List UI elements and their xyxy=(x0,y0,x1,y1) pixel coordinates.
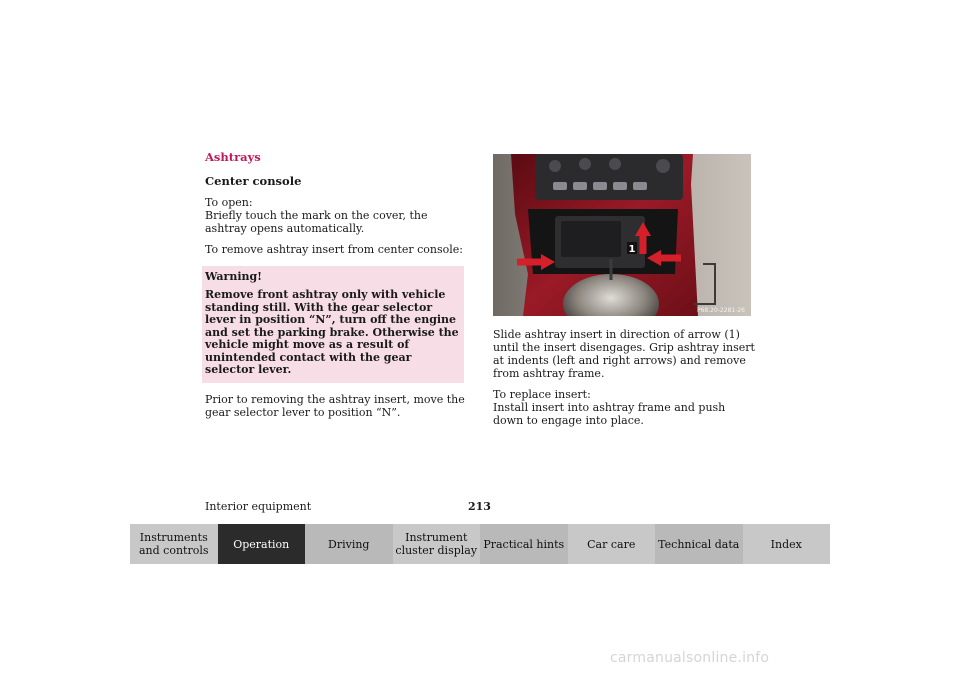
slide-text: Slide ashtray insert in direction of arrow (1) until the insert disengages. Grip ashtray insert at indents (left and right arrows) and remove from ashtray frame. xyxy=(493,328,755,380)
open-label: To open: xyxy=(205,196,253,209)
open-instructions xyxy=(205,196,470,235)
replace-label: To replace insert: xyxy=(493,388,591,401)
warning-text: Remove front ashtray only with vehicle standing still. With the gear selector lever in position “N”, turn off the engine and set the parking brake. Otherwise the vehicle might move as a result of unintended contact with the gear selector lever. xyxy=(205,288,459,376)
tab-operation[interactable] xyxy=(218,524,306,564)
warning-title: Warning! xyxy=(205,270,263,283)
footer-section: Interior equipment xyxy=(205,500,312,513)
tab-instruments-and-controls[interactable] xyxy=(130,524,218,564)
left-column xyxy=(205,150,470,427)
figure-code: P68.20-2281-26 xyxy=(696,307,745,314)
ashtray-photo xyxy=(493,154,751,316)
ashtray-illustration xyxy=(493,154,751,316)
tab-label: Index xyxy=(770,537,802,551)
tab-driving[interactable] xyxy=(305,524,393,564)
replace-text: Install insert into ashtray frame and push down to engage into place. xyxy=(493,401,726,427)
tab-label: Instruments and controls xyxy=(138,531,209,557)
page-number: 213 xyxy=(468,500,491,513)
callout-number: 1 xyxy=(628,244,636,255)
tab-label: Car care xyxy=(587,537,636,551)
warning-box xyxy=(202,266,464,383)
tab-label: Operation xyxy=(233,537,290,551)
replace-instructions xyxy=(493,388,755,427)
tab-index[interactable] xyxy=(743,524,831,564)
tab-technical-data[interactable] xyxy=(655,524,743,564)
section-title: Ashtrays xyxy=(205,150,261,164)
prior-text: Prior to removing the ashtray insert, move the gear selector lever to position “N”. xyxy=(205,392,465,419)
watermark: carmanualsonline.info xyxy=(610,650,770,666)
remove-text: To remove ashtray insert from center console: xyxy=(205,243,464,256)
tab-label: Instrument cluster display xyxy=(395,531,478,557)
tab-car-care[interactable] xyxy=(568,524,656,564)
chapter-nav xyxy=(130,524,830,564)
tab-label: Technical data xyxy=(658,537,740,551)
tab-label: Driving xyxy=(328,537,370,551)
tab-label: Practical hints xyxy=(483,537,565,551)
tab-practical-hints[interactable] xyxy=(480,524,568,564)
tab-instrument-cluster-display[interactable] xyxy=(393,524,481,564)
right-column xyxy=(493,328,755,435)
open-text: Briefly touch the mark on the cover, the ashtray opens automatically. xyxy=(205,209,428,235)
subheading-center-console: Center console xyxy=(205,174,302,188)
